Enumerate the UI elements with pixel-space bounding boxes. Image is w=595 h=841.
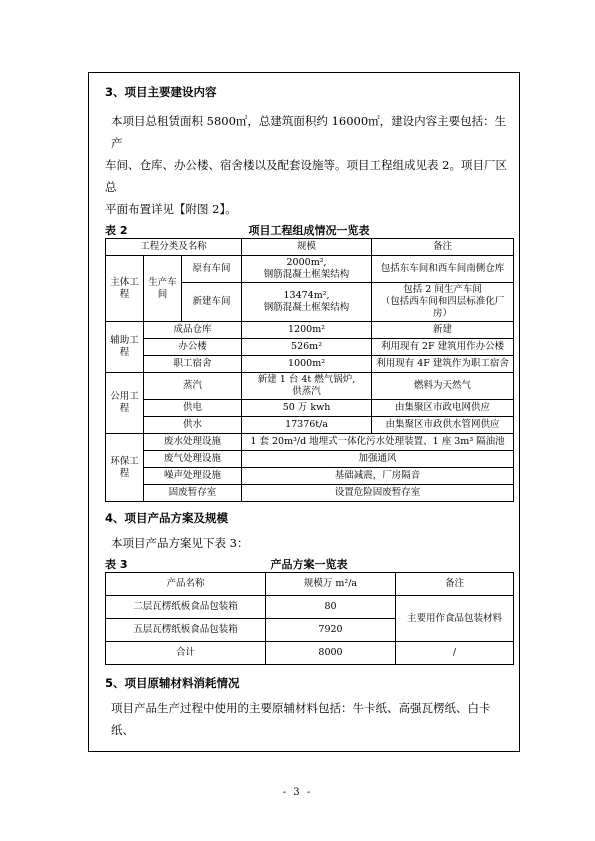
item-note: 由集聚区市政供水管网供应 (372, 417, 514, 434)
table-row (106, 485, 514, 502)
product-note: 主要用作食品包装材料 (396, 596, 514, 642)
table3-header-row (106, 573, 514, 596)
item-name: 噪声处理设施 (144, 468, 242, 485)
table3-header-cell: 规模万 m²/a (266, 573, 396, 596)
table-row (106, 468, 514, 485)
item-scale: 526m² (242, 339, 372, 356)
item-scale: 50 万 kwh (242, 400, 372, 417)
item-desc: 设置危险固废暂存室 (242, 485, 514, 502)
item-note: 利用现有 4F 建筑作为职工宿舍 (372, 356, 514, 373)
total-scale: 8000 (266, 642, 396, 665)
item-name: 供水 (144, 417, 242, 434)
total-label: 合计 (106, 642, 266, 665)
table3-number: 表 3 (105, 558, 128, 571)
table2 (105, 238, 514, 502)
table-row (106, 339, 514, 356)
table-row (106, 400, 514, 417)
item-note: 由集聚区市政电网供应 (372, 400, 514, 417)
group-label-main: 主体工程 (106, 256, 144, 322)
product-name: 二层瓦楞纸板食品包装箱 (106, 596, 266, 619)
table2-number: 表 2 (105, 224, 128, 237)
item-note: 燃料为天然气 (372, 373, 514, 400)
group-label-env: 环保工程 (106, 434, 144, 502)
total-note: / (396, 642, 514, 665)
item-name: 废气处理设施 (144, 451, 242, 468)
table-row (106, 373, 514, 400)
item-name: 废水处理设施 (144, 434, 242, 451)
item-note: 新建 (372, 322, 514, 339)
table-row (106, 356, 514, 373)
group-label-aux: 辅助工程 (106, 322, 144, 373)
table2-header-cell: 工程分类及名称 (106, 239, 242, 256)
table2-title: 项目工程组成情况一览表 (248, 224, 370, 237)
table-row (106, 256, 514, 283)
table-row (106, 596, 514, 619)
table-row-total (106, 642, 514, 665)
item-note: 包括东车间和西车间南侧仓库 (372, 256, 514, 283)
item-name: 成品仓库 (144, 322, 242, 339)
section4-para: 本项目产品方案见下表 3： (111, 536, 249, 550)
item-scale: 17376t/a (242, 417, 372, 434)
item-scale: 1200m² (242, 322, 372, 339)
section3-heading: 3、项目主要建设内容 (105, 85, 217, 99)
item-note: 包括 2 间生产车间 （包括西车间和四层标准化厂房） (372, 283, 514, 322)
page-number: - 3 - (282, 787, 313, 798)
item-name: 新建车间 (182, 283, 242, 322)
table-row (106, 417, 514, 434)
product-scale: 80 (266, 596, 396, 619)
table3-header-cell: 备注 (396, 573, 514, 596)
item-name: 固废暂存室 (144, 485, 242, 502)
table-row (106, 451, 514, 468)
item-scale: 1000m² (242, 356, 372, 373)
item-desc: 基础减震，厂房隔音 (242, 468, 514, 485)
table2-caption (105, 222, 513, 238)
item-name: 蒸汽 (144, 373, 242, 400)
item-name: 办公楼 (144, 339, 242, 356)
item-note: 利用现有 2F 建筑用作办公楼 (372, 339, 514, 356)
item-name: 原有车间 (182, 256, 242, 283)
section5-para: 项目产品生产过程中使用的主要原辅材料包括：牛卡纸、高强瓦楞纸、白卡纸、 (111, 701, 491, 737)
section4-heading: 4、项目产品方案及规模 (105, 511, 229, 525)
table-row (106, 434, 514, 451)
section3-para-line1: 本项目总租赁面积 5800㎡，总建筑面积约 16000㎡，建设内容主要包括：生产 (111, 114, 507, 150)
subgroup-label: 生产车间 (144, 256, 182, 322)
table2-header-row (106, 239, 514, 256)
table-row (106, 322, 514, 339)
item-name: 供电 (144, 400, 242, 417)
item-desc: 1 套 20m³/d 地埋式一体化污水处理装置、1 座 3m³ 隔油池 (242, 434, 514, 451)
table2-header-cell: 规模 (242, 239, 372, 256)
section3-para-line2: 车间、仓库、办公楼、宿舍楼以及配套设施等。项目工程组成见表 2。项目厂区总 (105, 158, 507, 194)
item-desc: 加强通风 (242, 451, 514, 468)
section5-heading: 5、项目原辅材料消耗情况 (105, 676, 240, 690)
table3-caption (105, 556, 513, 572)
group-label-pub: 公用工程 (106, 373, 144, 434)
item-name: 职工宿舍 (144, 356, 242, 373)
item-scale: 13474m², 钢筋混凝土框架结构 (242, 283, 372, 322)
table3 (105, 572, 514, 665)
table2-header-cell: 备注 (372, 239, 514, 256)
item-scale: 2000m², 钢筋混凝土框架结构 (242, 256, 372, 283)
product-name: 五层瓦楞纸板食品包装箱 (106, 619, 266, 642)
table3-header-cell: 产品名称 (106, 573, 266, 596)
product-scale: 7920 (266, 619, 396, 642)
section3-para-line3: 平面布置详见【附图 2】。 (105, 202, 237, 216)
table3-title: 产品方案一览表 (270, 558, 348, 571)
document-body (105, 80, 513, 741)
item-scale: 新建 1 台 4t 燃气锅炉, 供蒸汽 (242, 373, 372, 400)
